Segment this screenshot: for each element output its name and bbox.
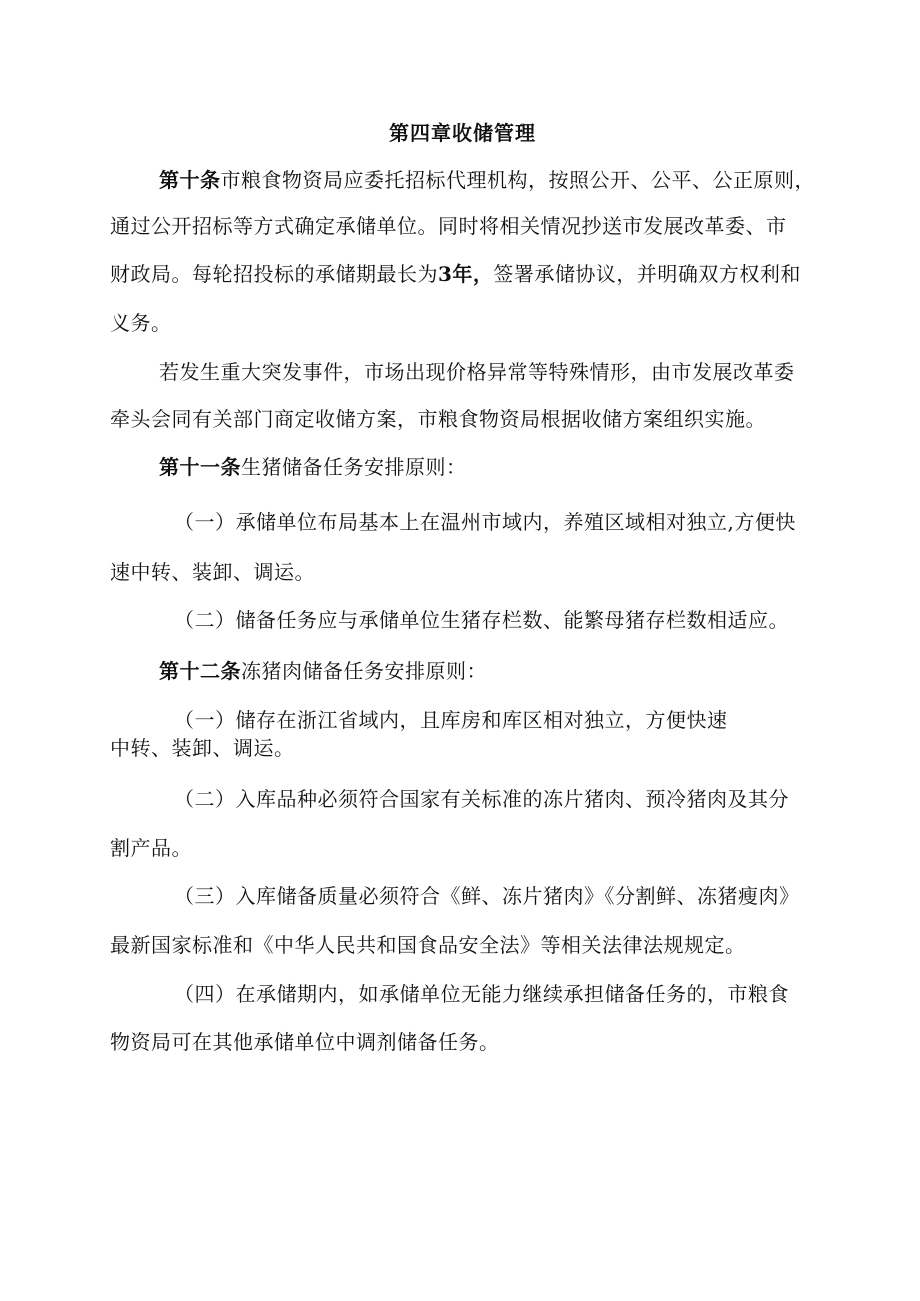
article-12-item-1-line-2: 中转、装卸、调运。 <box>110 736 295 760</box>
article-10-line-1 <box>159 168 815 192</box>
article-11-item-1-line-1: （一）承储单位布局基本上在温州市域内，养殖区域相对独立,方便快 <box>174 510 796 534</box>
article-12-intro: 冻猪肉储备任务安排原则： <box>241 659 487 683</box>
article-10-text-3a: 财政局。每轮招投标的承储期最长为 <box>110 262 438 286</box>
article-10-line-2: 通过公开招标等方式确定承储单位。同时将相关情况抄送市发展改革委、市 <box>110 214 787 238</box>
emergency-line-1: 若发生重大突发事件，市场出现价格异常等特殊情形，由市发展改革委 <box>159 360 795 384</box>
article-11-item-1-line-2: 速中转、装卸、调运。 <box>110 560 315 584</box>
article-12-item-4-line-2: 物资局可在其他承储单位中调剂储备任务。 <box>110 1030 500 1054</box>
article-12-item-3-line-1: （三）入库储备质量必须符合《鲜、冻片猪肉》《分割鲜、冻猪瘦肉》 <box>174 884 800 908</box>
article-12-item-2-line-2: 割产品。 <box>110 836 192 860</box>
article-10-line-4: 义务。 <box>110 311 172 335</box>
article-10-text-1: 市粮食物资局应委托招标代理机构，按照公开、公平、公正原则， <box>220 168 815 192</box>
article-11-intro: 生猪储备任务安排原则： <box>241 455 467 479</box>
article-12-item-2-line-1: （二）入库品种必须符合国家有关标准的冻片猪肉、预冷猪肉及其分 <box>174 787 789 811</box>
article-12-intro-line <box>159 659 487 683</box>
emergency-line-2: 牵头会同有关部门商定收储方案，市粮食物资局根据收储方案组织实施。 <box>110 407 766 431</box>
chapter-title: 第四章收储管理 <box>389 121 536 145</box>
article-11-item-2: （二）储备任务应与承储单位生猪存栏数、能繁母猪存栏数相适应。 <box>174 608 789 632</box>
article-10-heading: 第十条 <box>159 168 221 192</box>
article-11-heading: 第十一条 <box>159 455 241 479</box>
article-12-item-4-line-1: （四）在承储期内，如承储单位无能力继续承担储备任务的，市粮食 <box>174 982 789 1006</box>
article-10-term: 3年， <box>438 262 494 286</box>
article-12-heading: 第十二条 <box>159 659 241 683</box>
article-10-text-3c: 签署承储协议，并明确双方权利和 <box>493 262 801 286</box>
article-12-item-3-line-2: 最新国家标准和《中华人民共和国食品安全法》等相关法律法规规定。 <box>110 933 746 957</box>
article-12-item-1-line-1: （一）储存在浙江省域内，且库房和库区相对独立，方便快速 <box>174 708 728 732</box>
article-11-intro-line <box>159 455 467 479</box>
article-10-line-3 <box>110 262 801 286</box>
